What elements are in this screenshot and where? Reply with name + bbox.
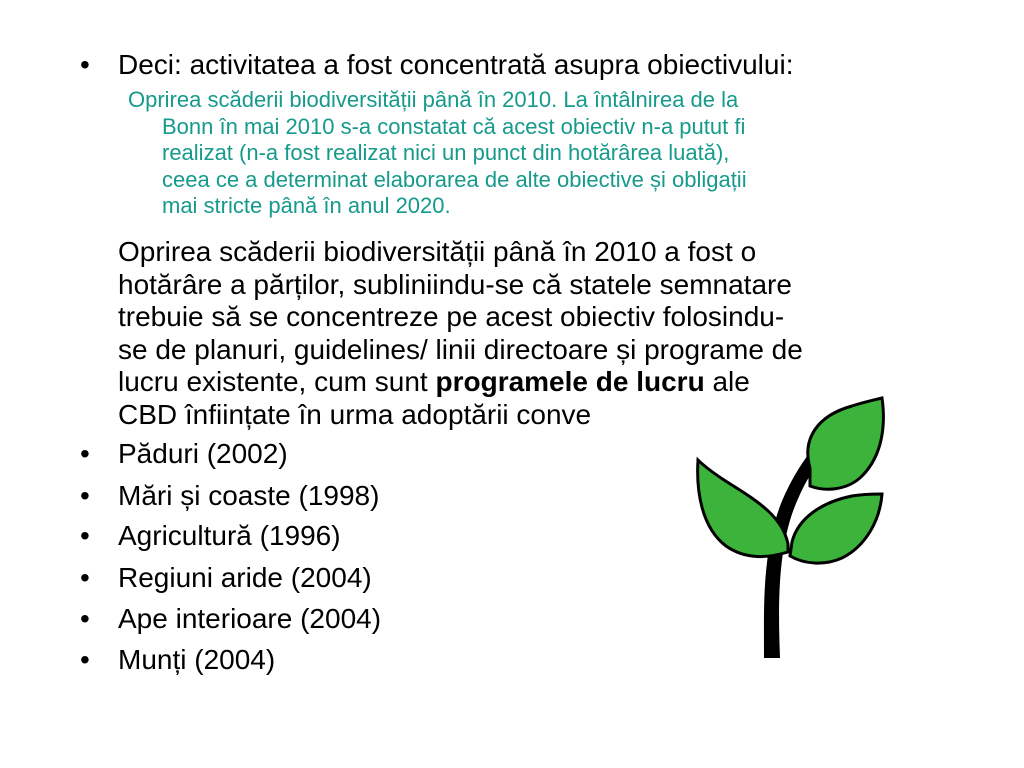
bullet-marker: •	[80, 562, 90, 593]
paragraph-line	[118, 366, 978, 399]
main-bullet-text: Deci: activitatea a fost concentrată asupra obiectivului:	[118, 49, 794, 80]
paragraph-line: trebuie să se concentreze pe acest obiectiv folosindu-	[118, 301, 785, 332]
bullet-marker: •	[80, 49, 90, 80]
plant-leaf	[808, 398, 884, 489]
bullet-marker: •	[80, 438, 90, 469]
paragraph-line: Oprirea scăderii biodiversității până în 2010 a fost o	[118, 236, 757, 267]
list-item-text: Ape interioare (2004)	[118, 603, 382, 634]
sub-paragraph-line: Oprirea scăderii biodiversității până în 2010. La întâlnirea de la	[128, 87, 739, 112]
list-item-text: Regiuni aride (2004)	[118, 562, 372, 593]
plant-leaf	[698, 460, 788, 557]
bullet-marker: •	[80, 480, 90, 511]
bullet-marker: •	[80, 603, 90, 634]
paragraph-line: se de planuri, guidelines/ linii directoare și programe de	[118, 333, 803, 365]
plant-leaf	[790, 494, 882, 563]
sub-paragraph-line: realizat (n-a fost realizat nici un punct din hotărârea luată),	[162, 140, 730, 165]
sub-paragraph-line: ceea ce a determinat elaborarea de alte obiective și obligații	[162, 166, 747, 192]
list-item-text: Mări și coaste (1998)	[118, 480, 380, 511]
paragraph-line: hotărâre a părților, subliniindu-se că statele semnatare	[118, 268, 792, 300]
sub-paragraph	[118, 87, 938, 220]
paragraph-text: lucru existente, cum sunt	[118, 366, 436, 397]
bold-text: programele de lucru	[435, 366, 705, 397]
paragraph-text: ale	[704, 366, 750, 397]
paragraph-line: CBD înființate în urma adoptării conve	[118, 398, 592, 430]
sub-paragraph-line: Bonn în mai 2010 s-a constatat că acest obiectiv n-a putut fi	[162, 113, 746, 139]
bullet-marker: •	[80, 644, 90, 675]
list-item-text: Agricultură (1996)	[118, 520, 341, 551]
sub-paragraph-line: mai stricte până în anul 2020.	[162, 193, 451, 218]
list-item-text: Păduri (2002)	[118, 438, 288, 469]
bullet-marker: •	[80, 520, 90, 551]
plant-sprout-logo	[692, 396, 892, 664]
list-item-text: Munți (2004)	[118, 644, 276, 675]
